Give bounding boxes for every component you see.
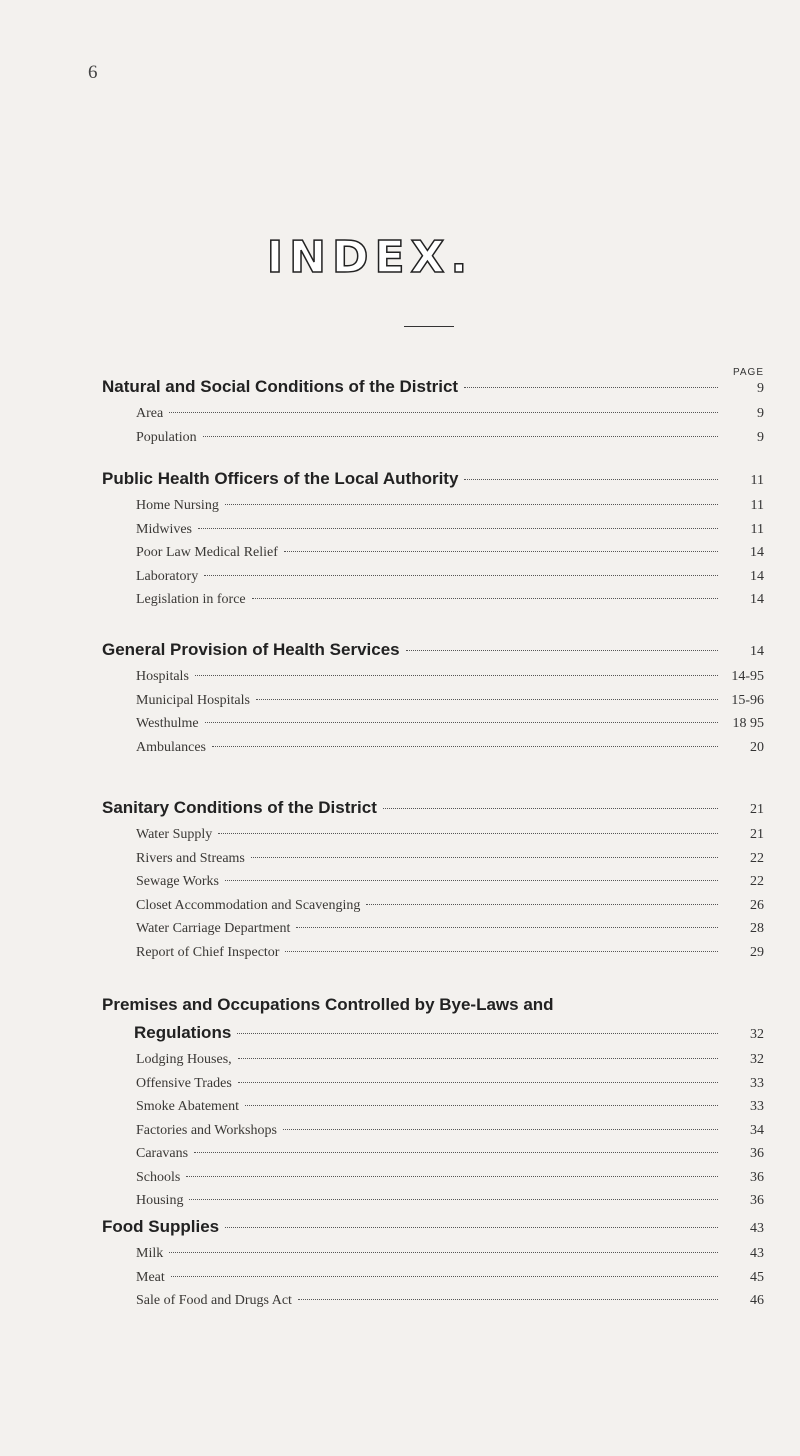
index-entry-page: 29 (750, 944, 764, 960)
index-entry-page: 26 (750, 897, 764, 913)
dot-leader (203, 435, 718, 437)
index-entry-page: 22 (750, 874, 764, 889)
index-entry (0, 740, 800, 762)
index-entry-page: 46 (750, 1293, 764, 1308)
index-entry (0, 522, 800, 544)
index-entry-page: 45 (750, 1269, 764, 1285)
dot-leader (225, 503, 718, 505)
index-entry-label: Closet Accommodation and Scavenging (136, 897, 361, 913)
index-entry (0, 1076, 800, 1098)
section-heading-label: Sanitary Conditions of the District (102, 798, 377, 817)
index-entry (0, 851, 800, 873)
index-entry-label: Poor Law Medical Relief (136, 545, 278, 560)
dot-leader (189, 1198, 718, 1200)
index-entry-label: Report of Chief Inspector (136, 944, 280, 960)
dot-leader (212, 745, 718, 747)
section-heading-page: 21 (750, 802, 764, 817)
dot-leader (464, 386, 718, 388)
section-heading-cont (0, 1023, 800, 1045)
index-entry (0, 827, 800, 849)
index-entry-page: 14 (750, 568, 764, 584)
index-entry-label: Hospitals (136, 669, 189, 684)
index-entry (0, 1270, 800, 1292)
index-entry-label: Laboratory (136, 568, 199, 584)
index-entry-page: 20 (750, 739, 764, 755)
section-heading (0, 995, 800, 1017)
dot-leader (560, 1005, 718, 1006)
index-entry-label: Milk (136, 1246, 164, 1261)
section-heading-label: Premises and Occupations Controlled by Bye-Laws and (102, 995, 554, 1014)
section-heading (0, 640, 800, 662)
index-entry-label: Sale of Food and Drugs Act (136, 1293, 292, 1308)
index-entry (0, 1293, 800, 1315)
index-entry-label: Population (136, 429, 197, 445)
index-entry (0, 1052, 800, 1074)
index-entry (0, 406, 800, 428)
index-entry-page: 14 (750, 545, 764, 560)
section-heading-page: 43 (750, 1221, 764, 1236)
index-entry-page: 34 (750, 1122, 764, 1138)
index-entry-page: 11 (750, 498, 764, 513)
index-entry-page: 18 95 (732, 716, 764, 731)
index-entry (0, 898, 800, 920)
section-heading (0, 469, 800, 491)
dot-leader (225, 879, 718, 881)
index-entry (0, 498, 800, 520)
index-entry-label: Midwives (136, 521, 192, 537)
section-heading-page: 14 (750, 644, 764, 659)
section-heading-label: General Provision of Health Services (102, 640, 400, 659)
index-entry-page: 9 (757, 429, 764, 445)
index-entry-page: 36 (750, 1193, 764, 1208)
index-entry (0, 874, 800, 896)
dot-leader (204, 574, 718, 576)
section-heading-label: Public Health Officers of the Local Authority (102, 469, 459, 488)
index-entry-label: Smoke Abatement (136, 1099, 240, 1114)
index-entry (0, 1099, 800, 1121)
section-heading (0, 798, 800, 820)
section-heading (0, 1217, 800, 1239)
index-entry-page: 14 (750, 592, 764, 607)
index-entry-page: 21 (750, 827, 764, 842)
dot-leader (171, 1275, 718, 1277)
section-heading-label: Food Supplies (102, 1217, 220, 1236)
dot-leader (284, 550, 718, 552)
section-heading-label: Natural and Social Conditions of the District (102, 377, 459, 396)
index-entry-page: 28 (750, 921, 764, 936)
index-entry (0, 1123, 800, 1145)
dot-leader (245, 1104, 718, 1106)
index-entry-label: Offensive Trades (136, 1075, 232, 1091)
index-entry-label: Municipal Hospitals (136, 692, 250, 708)
index-entry-page: 36 (750, 1169, 764, 1185)
dot-leader (464, 478, 718, 480)
index-entry-label: Housing (136, 1193, 184, 1208)
page-column-label: PAGE (732, 367, 764, 378)
index-entry-page: 33 (750, 1099, 764, 1114)
index-entry (0, 1170, 800, 1192)
index-entry-label: Schools (136, 1169, 181, 1185)
dot-leader (186, 1175, 718, 1177)
index-entry-page: 15-96 (731, 692, 764, 708)
index-entry (0, 1193, 800, 1215)
index-entry-page: 9 (757, 406, 764, 421)
dot-leader (406, 649, 718, 651)
index-entry (0, 592, 800, 614)
dot-leader (237, 1032, 718, 1034)
dot-leader (251, 856, 718, 858)
index-title: INDEX. (266, 232, 474, 283)
index-entry-label: Sewage Works (136, 874, 219, 889)
index-entry-label: Home Nursing (136, 498, 219, 513)
index-entry-label: Westhulme (136, 716, 199, 731)
index-entry-label: Water Carriage Department (136, 921, 291, 936)
index-entry-page: 33 (750, 1075, 764, 1091)
title-rule (404, 326, 454, 327)
dot-leader (285, 950, 718, 952)
dot-leader (225, 1226, 718, 1228)
dot-leader (366, 903, 718, 905)
page-number: 6 (88, 62, 98, 83)
index-entry (0, 1246, 800, 1268)
index-entry (0, 669, 800, 691)
dot-leader (298, 1298, 718, 1300)
dot-leader (252, 597, 718, 599)
index-entry-page: 36 (750, 1146, 764, 1161)
index-entry (0, 716, 800, 738)
index-entry-label: Ambulances (136, 739, 206, 755)
section-heading-page: 11 (750, 473, 764, 488)
dot-leader (296, 926, 718, 928)
index-entry (0, 945, 800, 967)
index-entry (0, 569, 800, 591)
dot-leader (205, 721, 718, 723)
dot-leader (256, 698, 718, 700)
dot-leader (169, 1251, 718, 1253)
dot-leader (238, 1081, 718, 1083)
dot-leader (198, 527, 718, 529)
index-entry-page: 32 (750, 1052, 764, 1067)
dot-leader (169, 411, 718, 413)
index-entry-label: Meat (136, 1269, 165, 1285)
section-heading-cont-label: Regulations (134, 1023, 232, 1042)
dot-leader (238, 1057, 718, 1059)
dot-leader (195, 674, 718, 676)
index-entry (0, 921, 800, 943)
index-entry-page: 11 (750, 521, 764, 537)
dot-leader (383, 807, 718, 809)
index-entry (0, 1146, 800, 1168)
dot-leader (218, 832, 718, 834)
index-entry-label: Lodging Houses, (136, 1052, 232, 1067)
dot-leader (283, 1128, 718, 1130)
dot-leader (194, 1151, 718, 1153)
index-entry-label: Rivers and Streams (136, 850, 245, 866)
index-entry-page: 43 (750, 1246, 764, 1261)
index-entry-label: Caravans (136, 1146, 189, 1161)
section-heading (0, 377, 800, 399)
index-entry-label: Water Supply (136, 827, 213, 842)
index-entry (0, 430, 800, 452)
index-entry-label: Factories and Workshops (136, 1122, 277, 1138)
section-heading-cont-page: 32 (750, 1027, 764, 1042)
index-entry-page: 22 (750, 850, 764, 866)
index-entry (0, 545, 800, 567)
index-entry-label: Area (136, 406, 164, 421)
section-heading-page: 9 (757, 381, 764, 396)
index-entry (0, 693, 800, 715)
index-entry-page: 14-95 (731, 669, 764, 684)
index-entry-label: Legislation in force (136, 592, 246, 607)
